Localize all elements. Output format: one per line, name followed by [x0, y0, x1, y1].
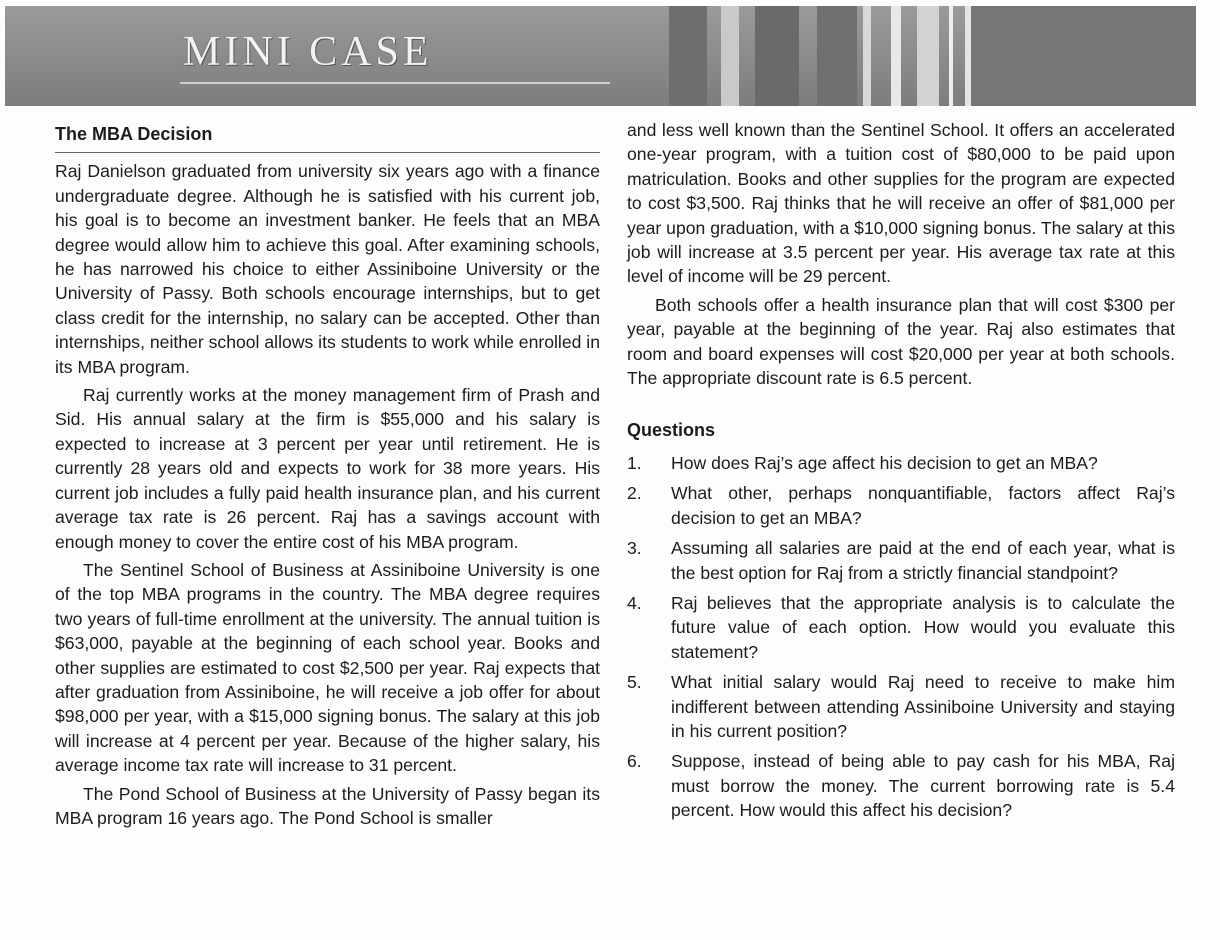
right-column — [627, 118, 1175, 829]
mini-case-banner — [5, 6, 1196, 106]
banner-bar — [755, 6, 799, 106]
question-item — [627, 451, 1175, 475]
banner-bar — [817, 6, 857, 106]
banner-bar — [721, 6, 739, 106]
banner-bar — [863, 6, 871, 106]
question-number: 1. — [627, 452, 642, 473]
question-text: What initial salary would Raj need to receive to make him indifferent between attending Assiniboine University and staying in his current position? — [671, 672, 1175, 741]
question-item — [627, 749, 1175, 822]
question-number: 2. — [627, 483, 642, 504]
question-item — [627, 670, 1175, 743]
question-number: 3. — [627, 538, 642, 559]
case-paragraph: The Pond School of Business at the University of Passy began its MBA program 16 years ago. The Pond School is smaller — [55, 783, 600, 828]
banner-rule — [180, 82, 610, 84]
banner-bar — [949, 6, 953, 106]
question-item — [627, 591, 1175, 664]
section-title: The MBA Decision — [55, 122, 600, 153]
question-text: What other, perhaps nonquantifiable, factors affect Raj’s decision to get an MBA? — [671, 483, 1175, 528]
question-text: Suppose, instead of being able to pay cash for his MBA, Raj must borrow the money. The current borrowing rate is 5.4 percent. How would this affect his decision? — [671, 751, 1175, 821]
left-column — [55, 118, 600, 830]
question-item — [627, 481, 1175, 530]
banner-bar — [971, 6, 1196, 106]
case-paragraph: Both schools offer a health insurance plan that will cost $300 per year, payable at the beginning of the year. Raj also estimates that room and board expenses will cost $20,000 per year at both schools. The appropriate discount rate is 6.5 percent. — [627, 294, 1175, 389]
case-paragraph: Raj Danielson graduated from university six years ago with a finance undergraduate degree. Although he is satisfied with his current job, his goal is to become an investment banker. He feels that an MBA degree would allow him to achieve this goal. After examining schools, he has narrowed his choice to either Assiniboine University or the University of Passy. Both schools encourage internships, but to get class credit for the internship, no salary can be accepted. Other than internships, neither school allows its students to work while enrolled in its MBA program. — [55, 161, 600, 377]
banner-bar — [917, 6, 939, 106]
case-paragraph: Raj currently works at the money management firm of Prash and Sid. His annual salary at the firm is $55,000 and his salary is expected to increase at 3 percent per year until retirement. He is currently 28 years old and expects to work for 38 more years. His current job includes a fully paid health insurance plan, and his current average tax rate is 26 percent. Raj has a savings account with enough money to cover the entire cost of his MBA program. — [55, 385, 600, 552]
question-number: 4. — [627, 592, 642, 613]
question-item — [627, 536, 1175, 585]
case-paragraph: The Sentinel School of Business at Assiniboine University is one of the top MBA programs in the country. The MBA degree requires two years of full-time enrollment at the university. The annual tuition is $63,000, payable at the beginning of each school year. Books and other supplies are estimated to cost $2,500 per year. Raj expects that after graduation from Assiniboine, he will receive a job offer for about $98,000 per year, with a $15,000 signing bonus. The salary at this job will increase at 4 percent per year. Because of the higher salary, his average income tax rate will increase to 31 percent. — [55, 559, 600, 776]
banner-bar — [891, 6, 901, 106]
question-text: Assuming all salaries are paid at the end of each year, what is the best option for Raj from a strictly financial standpoint? — [671, 538, 1175, 583]
case-paragraph: and less well known than the Sentinel School. It offers an accelerated one-year program, with a tuition cost of $80,000 to be paid upon matriculation. Books and other supplies for the program are expected to cost $3,500. Raj thinks that he will receive an offer of $81,000 per year upon graduation, with a $10,000 signing bonus. The salary at this job will increase at 3.5 percent per year. His average tax rate at this level of income will be 29 percent. — [627, 120, 1175, 287]
question-text: Raj believes that the appropriate analysis is to calculate the future value of each option. How would you evaluate this statement? — [671, 592, 1175, 662]
question-number: 6. — [627, 751, 642, 772]
banner-bar — [669, 6, 707, 106]
banner-title: MINI CASE — [183, 29, 433, 75]
questions-title: Questions — [627, 420, 716, 441]
question-number: 5. — [627, 672, 642, 693]
questions-list — [627, 451, 1175, 823]
question-text: How does Raj’s age affect his decision to get an MBA? — [671, 452, 1098, 473]
